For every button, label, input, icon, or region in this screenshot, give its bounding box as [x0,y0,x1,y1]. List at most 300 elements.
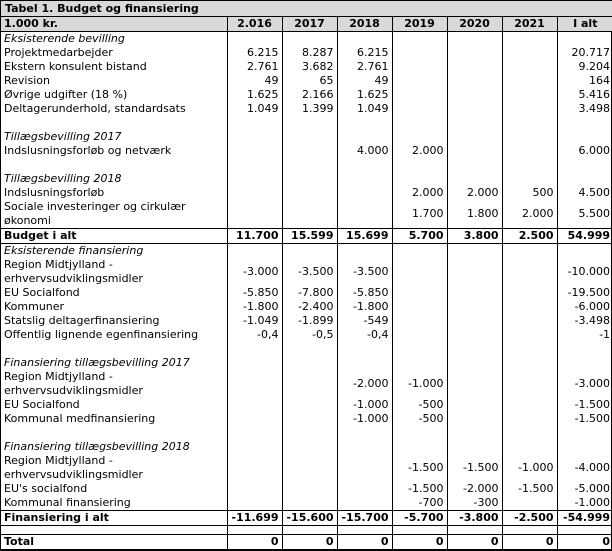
row-value: -2.400 [282,300,337,314]
row-value [282,356,337,370]
row-label: Revision [4,74,50,87]
row-value: -1.000 [502,454,557,482]
table-row [1,258,612,286]
row-value: 8.287 [282,46,337,60]
section-header-row [1,440,612,454]
row-value: 0 [557,535,612,550]
row-value: 164 [557,74,612,88]
row-value: -3.500 [337,258,392,286]
row-value [447,412,502,426]
row-value [557,426,612,440]
row-value: -1.500 [557,398,612,412]
row-value [502,440,557,454]
row-value: -1.000 [557,496,612,511]
row-value: 0 [502,535,557,550]
row-value: 15.699 [337,229,392,244]
row-value: 6.215 [337,46,392,60]
table-row [1,454,612,482]
row-value [337,32,392,47]
row-value [282,186,337,200]
row-value [337,186,392,200]
table-row [1,370,612,398]
header-total: I alt [557,17,612,32]
row-value: -2.500 [502,511,557,526]
header-unit: 1.000 kr. [1,17,227,32]
row-value [502,286,557,300]
row-value [392,356,447,370]
table-row [1,60,612,74]
row-label [1,526,227,535]
row-value [447,88,502,102]
row-value: -1.049 [227,314,282,328]
table-row [1,144,612,158]
row-value [557,116,612,130]
row-value: 20.717 [557,46,612,60]
row-value [557,158,612,172]
table-row [1,88,612,102]
row-value [282,32,337,47]
row-value: 2.000 [392,186,447,200]
row-value [557,342,612,356]
row-label: EU's socialfond [4,482,88,495]
row-value [337,454,392,482]
row-value [502,370,557,398]
row-value [557,356,612,370]
row-value [392,426,447,440]
section-header-row [1,130,612,144]
row-label [1,158,227,172]
row-value: 2.761 [227,60,282,74]
row-value [447,244,502,259]
row-value [227,426,282,440]
row-value [557,440,612,454]
row-value [557,172,612,186]
row-value [447,356,502,370]
row-label: Ekstern konsulent bistand [4,60,147,73]
table-row [1,74,612,88]
header-year: 2017 [282,17,337,32]
row-value [502,60,557,74]
row-value: -7.800 [282,286,337,300]
row-value: -1.899 [282,314,337,328]
row-label [1,426,227,440]
table-row [1,482,612,496]
row-value [392,300,447,314]
row-label: Tillægsbevilling 2017 [4,130,122,143]
row-value [227,32,282,47]
row-value: -5.850 [227,286,282,300]
row-value [447,300,502,314]
table-row [1,398,612,412]
row-value: 0 [282,535,337,550]
row-value [392,60,447,74]
row-value [392,102,447,116]
row-value [337,342,392,356]
row-value [502,74,557,88]
row-value: 1.625 [337,88,392,102]
row-value [337,200,392,229]
row-value [502,102,557,116]
row-value [502,244,557,259]
header-year: 2018 [337,17,392,32]
header-year: 2021 [502,17,557,32]
row-value [227,172,282,186]
table-row [1,300,612,314]
row-label: Deltagerunderhold, standardsats [4,102,186,115]
row-value: 15.599 [282,229,337,244]
row-value [502,398,557,412]
row-value: -1.000 [337,398,392,412]
row-value [447,370,502,398]
row-value: -5.700 [392,511,447,526]
row-value [337,172,392,186]
row-value: -3.000 [227,258,282,286]
row-label: Øvrige udgifter (18 %) [4,88,128,101]
row-label: Projektmedarbejder [4,46,113,59]
row-value [502,158,557,172]
table-row [1,102,612,116]
row-label: Statslig deltagerfinansiering [4,314,160,327]
row-value [447,440,502,454]
row-value: 3.800 [447,229,502,244]
row-label: Kommunal medfinansiering [4,412,156,425]
row-value [392,440,447,454]
row-value: -1 [557,328,612,342]
row-value: -1.500 [392,482,447,496]
row-value: -1.800 [337,300,392,314]
row-value: -5.000 [557,482,612,496]
section-header-row [1,244,612,259]
row-value: 11.700 [227,229,282,244]
row-value [392,158,447,172]
row-label: Tillægsbevilling 2018 [4,172,122,185]
row-value: 1.625 [227,88,282,102]
row-value [502,328,557,342]
row-value [447,102,502,116]
row-value: -6.000 [557,300,612,314]
row-label: Finansiering tillægsbevilling 2017 [4,356,190,369]
table-row [1,186,612,200]
row-value: -0,4 [227,328,282,342]
row-value [282,172,337,186]
row-label [1,342,227,356]
row-value [282,496,337,511]
row-value [227,496,282,511]
row-label: Region Midtjylland - erhvervsudviklingsmidler [4,454,143,481]
row-label: Kommunal finansiering [4,496,131,509]
row-value [392,74,447,88]
row-value [502,300,557,314]
row-value [447,74,502,88]
table-row [1,200,612,229]
row-value: 4.500 [557,186,612,200]
row-value [227,116,282,130]
row-label [1,116,227,130]
row-value [502,356,557,370]
total-row [1,535,612,550]
row-value: -500 [392,398,447,412]
total-row [1,229,612,244]
row-value [337,116,392,130]
row-value [502,32,557,47]
section-header-row [1,356,612,370]
row-value: 2.000 [447,186,502,200]
row-value [502,46,557,60]
row-value [392,526,447,535]
row-value: -1.500 [502,482,557,496]
row-value [557,526,612,535]
row-value: -3.800 [447,511,502,526]
row-value: 0 [447,535,502,550]
row-value: 54.999 [557,229,612,244]
row-label: Region Midtjylland - erhvervsudviklingsmidler [4,258,143,285]
table-row [1,314,612,328]
row-value: 2.000 [502,200,557,229]
row-value [502,88,557,102]
row-value: -1.500 [447,454,502,482]
row-value [227,144,282,158]
row-value [282,412,337,426]
budget-table [1,1,612,550]
row-value [392,244,447,259]
row-value [502,496,557,511]
row-value [447,328,502,342]
row-value [337,482,392,496]
row-label: Finansiering i alt [1,511,227,526]
row-value: -10.000 [557,258,612,286]
row-value [227,200,282,229]
row-value [502,342,557,356]
row-value: 2.500 [502,229,557,244]
header-year: 2019 [392,17,447,32]
row-value [392,314,447,328]
row-value [227,482,282,496]
row-value [447,60,502,74]
row-label: Indslusningsforløb [4,186,105,199]
row-value [282,398,337,412]
row-value [447,144,502,158]
row-label: EU Socialfond [4,398,80,411]
row-value: 3.682 [282,60,337,74]
row-value [447,314,502,328]
row-value: 2.166 [282,88,337,102]
row-value [557,244,612,259]
row-value: -0,4 [337,328,392,342]
row-value [282,158,337,172]
table-row [1,116,612,130]
row-value [337,356,392,370]
row-value [227,244,282,259]
row-value [502,144,557,158]
row-value [282,200,337,229]
row-value: 5.500 [557,200,612,229]
row-value: 2.000 [392,144,447,158]
row-value: -1.500 [392,454,447,482]
row-label: Eksisterende finansiering [4,244,144,257]
row-value: -500 [392,412,447,426]
section-header-row [1,172,612,186]
row-value [227,186,282,200]
row-value: 500 [502,186,557,200]
row-label: Sociale investeringer og cirkulær økonomi [4,200,186,227]
table-row [1,158,612,172]
row-value: -300 [447,496,502,511]
row-value [282,482,337,496]
section-header-row [1,32,612,47]
row-value [392,328,447,342]
row-value [447,286,502,300]
row-label: Total [1,535,227,550]
row-value [337,158,392,172]
table-title: Tabel 1. Budget og finansiering [1,1,612,17]
row-value: 1.800 [447,200,502,229]
row-value [282,130,337,144]
row-label: Kommuner [4,300,65,313]
row-value: -3.500 [282,258,337,286]
table-row [1,412,612,426]
row-value [447,526,502,535]
row-value: 49 [227,74,282,88]
row-value [447,342,502,356]
row-value [282,342,337,356]
row-value: 6.000 [557,144,612,158]
row-value [447,398,502,412]
row-value [502,314,557,328]
row-value: 0 [227,535,282,550]
total-row [1,511,612,526]
row-value: -1.000 [392,370,447,398]
row-value [227,158,282,172]
row-label: Offentlig lignende egenfinansiering [4,328,199,341]
row-value [502,526,557,535]
table-title-row [1,1,612,17]
row-value: 1.700 [392,200,447,229]
row-value [337,526,392,535]
row-value [227,412,282,426]
row-value [392,258,447,286]
row-value: -15.600 [282,511,337,526]
row-label: Budget i alt [1,229,227,244]
row-value [282,144,337,158]
row-value [502,258,557,286]
row-value [227,440,282,454]
table-body [1,32,612,550]
row-value [557,130,612,144]
row-value: -700 [392,496,447,511]
row-label: Eksisterende bevilling [4,32,125,45]
row-value [502,130,557,144]
row-value [447,130,502,144]
row-value: -5.850 [337,286,392,300]
table-row [1,46,612,60]
row-value [447,158,502,172]
row-value: -3.498 [557,314,612,328]
row-value [502,426,557,440]
row-value: 4.000 [337,144,392,158]
row-value [392,286,447,300]
row-value [392,46,447,60]
row-value [337,496,392,511]
row-value: 2.761 [337,60,392,74]
table-row [1,526,612,535]
row-value [282,440,337,454]
row-value [392,32,447,47]
header-year: 2020 [447,17,502,32]
table-row [1,342,612,356]
row-value: -1.500 [557,412,612,426]
row-value: -2.000 [337,370,392,398]
row-value [447,32,502,47]
row-value [282,454,337,482]
row-value [227,526,282,535]
row-value [227,454,282,482]
row-value: 5.416 [557,88,612,102]
row-value: -19.500 [557,286,612,300]
row-value [447,116,502,130]
row-value [392,342,447,356]
row-value: 0 [337,535,392,550]
row-value [447,46,502,60]
row-value: -1.800 [227,300,282,314]
row-value [557,32,612,47]
row-value [282,426,337,440]
header-year: 2.016 [227,17,282,32]
row-value [227,130,282,144]
row-value [337,426,392,440]
table-row [1,328,612,342]
table-header-row [1,17,612,32]
row-value: 3.498 [557,102,612,116]
row-label: Finansiering tillægsbevilling 2018 [4,440,190,453]
row-value: -3.000 [557,370,612,398]
row-value: -54.999 [557,511,612,526]
row-value [282,116,337,130]
row-value: 1.049 [227,102,282,116]
row-value [227,370,282,398]
row-label: EU Socialfond [4,286,80,299]
row-label: Indslusningsforløb og netværk [4,144,172,157]
row-value: 49 [337,74,392,88]
row-value [227,342,282,356]
row-value [282,244,337,259]
row-value [392,88,447,102]
row-value: 1.399 [282,102,337,116]
row-value [227,356,282,370]
row-value: -1.000 [337,412,392,426]
row-value: -549 [337,314,392,328]
row-value [502,172,557,186]
row-value [502,116,557,130]
row-value: 6.215 [227,46,282,60]
row-value: 9.204 [557,60,612,74]
row-value [447,426,502,440]
row-value: -4.000 [557,454,612,482]
row-value [282,526,337,535]
row-value [282,370,337,398]
row-value [447,258,502,286]
row-value [337,440,392,454]
table-row [1,496,612,511]
row-value: 1.049 [337,102,392,116]
table-row [1,286,612,300]
row-value [392,172,447,186]
row-value [502,412,557,426]
row-value: -0,5 [282,328,337,342]
row-value [392,116,447,130]
row-value: 5.700 [392,229,447,244]
row-value [337,130,392,144]
row-value [392,130,447,144]
